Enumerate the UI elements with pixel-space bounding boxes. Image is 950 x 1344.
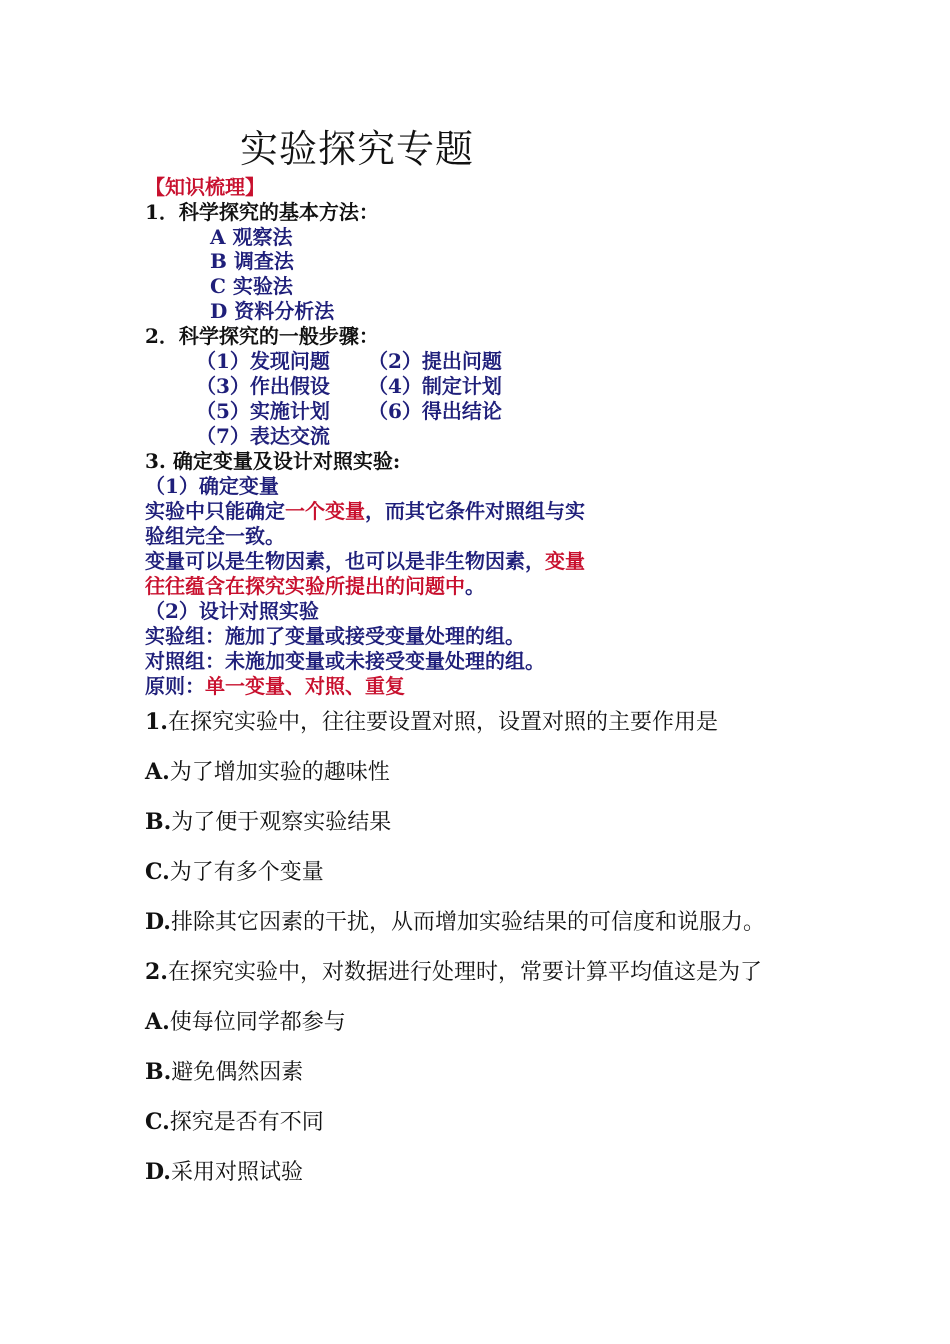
step-3: （3）作出假设 <box>196 374 330 398</box>
step-4: （4）制定计划 <box>368 374 502 398</box>
option-text: 为了增加实验的趣味性 <box>169 760 390 785</box>
option-text: 避免偶然因素 <box>171 1060 304 1085</box>
option-letter: D. <box>145 1159 171 1185</box>
step-6: （6）得出结论 <box>368 399 502 423</box>
variable-paragraph-line1 <box>145 499 585 523</box>
step-5: （5）实施计划 <box>196 399 330 423</box>
question-1-option-d <box>145 908 765 937</box>
method-d: D 资料分析法 <box>210 299 335 323</box>
question-2-option-b <box>145 1058 303 1087</box>
question-2-option-a <box>145 1008 346 1037</box>
sub2-title: （2）设计对照实验 <box>145 599 319 623</box>
option-letter: B. <box>145 809 172 835</box>
option-text: 使每位同学都参与 <box>169 1010 346 1035</box>
method-a: A 观察法 <box>210 225 293 249</box>
option-letter: A. <box>145 759 170 785</box>
option-text: 排除其它因素的干扰，从而增加实验结果的可信度和说服力。 <box>170 910 765 935</box>
question-1-option-a <box>145 758 390 787</box>
principle-line <box>145 674 405 698</box>
option-text: 为了便于观察实验结果 <box>171 810 392 835</box>
step-7: （7）表达交流 <box>196 424 330 448</box>
variable-paragraph-line2: 验组完全一致。 <box>145 524 285 548</box>
option-letter: B. <box>145 1059 172 1085</box>
option-letter: C. <box>145 859 170 885</box>
p2-highlight-1: 变量 <box>545 549 585 573</box>
item1-heading: 1．科学探究的基本方法： <box>145 200 379 224</box>
step-1: （1）发现问题 <box>196 349 330 373</box>
question-2-stem <box>145 958 762 987</box>
option-text: 采用对照试验 <box>170 1160 303 1185</box>
p2-text-a: 变量可以是生物因素，也可以是非生物因素， <box>145 549 545 573</box>
option-letter: C. <box>145 1109 170 1135</box>
option-letter: D. <box>145 909 171 935</box>
p1-text-b: ，而其它条件对照组与实 <box>365 499 585 523</box>
question-1-option-b <box>145 808 391 837</box>
question-1-stem <box>145 708 718 737</box>
step-2: （2）提出问题 <box>368 349 502 373</box>
principle-value: 单一变量、对照、重复 <box>205 674 405 698</box>
question-1-text: 在探究实验中，往往要设置对照，设置对照的主要作用是 <box>167 710 718 735</box>
item2-heading: 2．科学探究的一般步骤： <box>145 324 379 348</box>
option-text: 探究是否有不同 <box>169 1110 324 1135</box>
factor-paragraph-line2 <box>145 574 485 598</box>
method-b: B 调查法 <box>210 249 294 273</box>
section-label: 【知识梳理】 <box>145 175 265 199</box>
question-2-option-c <box>145 1108 324 1137</box>
p2-highlight-2: 往往蕴含在探究实验所提出的问题中 <box>145 574 465 598</box>
question-2-text: 在探究实验中，对数据进行处理时，常要计算平均值这是为了 <box>167 960 762 985</box>
item3-heading: 3. 确定变量及设计对照实验: <box>145 449 401 473</box>
control-group: 对照组：未施加变量或未接受变量处理的组。 <box>145 649 545 673</box>
option-letter: A. <box>145 1009 170 1035</box>
question-1-option-c <box>145 858 324 887</box>
factor-paragraph-line1 <box>145 549 585 573</box>
method-c: C 实验法 <box>210 274 293 298</box>
p1-highlight: 一个变量 <box>285 499 365 523</box>
question-1-number: 1. <box>145 709 168 735</box>
sub1-title: （1）确定变量 <box>145 474 279 498</box>
option-text: 为了有多个变量 <box>169 860 324 885</box>
question-2-option-d <box>145 1158 303 1187</box>
experimental-group: 实验组：施加了变量或接受变量处理的组。 <box>145 624 525 648</box>
p1-text-a: 实验中只能确定 <box>145 499 285 523</box>
p2-end: 。 <box>465 574 485 598</box>
principle-label: 原则： <box>145 674 205 698</box>
page-title: 实验探究专题 <box>240 127 475 171</box>
question-2-number: 2. <box>145 959 168 985</box>
